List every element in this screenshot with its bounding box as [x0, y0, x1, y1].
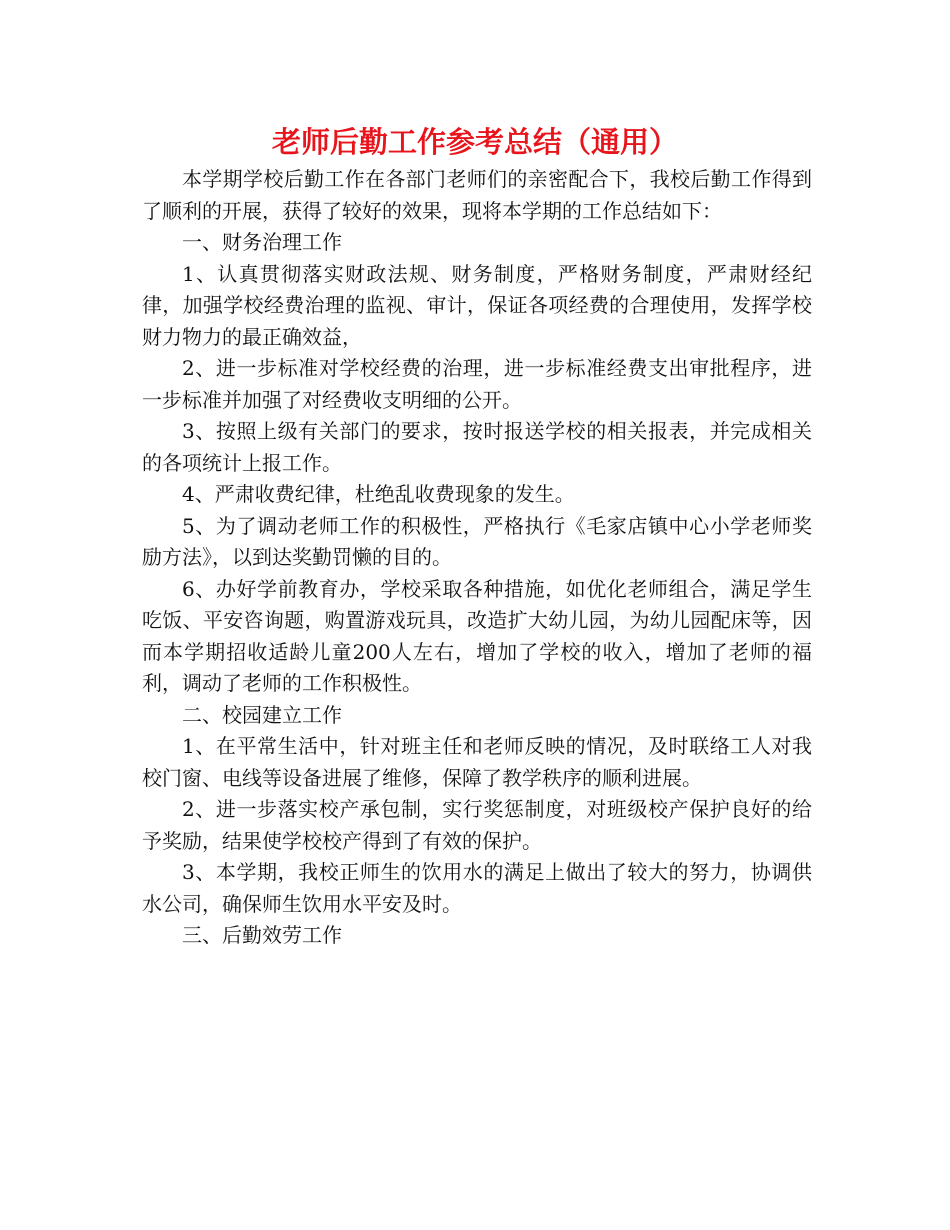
paragraph-finance-2: 2、进一步标准对学校经费的治理，进一步标准经费支出审批程序，进一步标准并加强了对经费收支明细的公开。 [142, 356, 812, 412]
section-heading-service: 三、后勤效劳工作 [182, 923, 342, 947]
paragraph-finance-1: 1、认真贯彻落实财政法规、财务制度，严格财务制度，严肃财经纪律，加强学校经费治理的监视、审计，保证各项经费的合理使用，发挥学校财力物力的最正确效益， [142, 261, 812, 349]
paragraph-finance-4: 4、严肃收费纪律，杜绝乱收费现象的发生。 [182, 482, 575, 506]
paragraph-campus-2: 2、进一步落实校产承包制，实行奖惩制度，对班级校产保护良好的给予奖励，结果使学校校产得到了有效的保护。 [142, 797, 812, 853]
paragraph-finance-5: 5、为了调动老师工作的积极性，严格执行《毛家店镇中心小学老师奖励方法》，以到达奖勤罚懒的目的。 [142, 513, 812, 569]
document-title: 老师后勤工作参考总结（通用） [271, 125, 678, 159]
paragraph-finance-6: 6、办好学前教育办，学校采取各种措施，如优化老师组合，满足学生吃饭、平安咨询题，购置游戏玩具，改造扩大幼儿园，为幼儿园配床等，因而本学期招收适龄儿童200人左右，增加了学校的收入，增加了老师的福利，调动了老师的工作积极性。 [142, 576, 812, 695]
section-heading-campus: 二、校园建立工作 [182, 702, 342, 727]
paragraph-intro: 本学期学校后勤工作在各部门老师们的亲密配合下，我校后勤工作得到了顺利的开展，获得了较好的效果，现将本学期的工作总结如下： [142, 167, 812, 223]
section-heading-finance: 一、财务治理工作 [182, 230, 342, 254]
document-body [142, 164, 812, 952]
paragraph-finance-3: 3、按照上级有关部门的要求，按时报送学校的相关报表，并完成相关的各项统计上报工作。 [142, 419, 812, 475]
paragraph-campus-3: 3、本学期，我校正师生的饮用水的满足上做出了较大的努力，协调供水公司，确保师生饮用水平安及时。 [142, 860, 812, 916]
paragraph-campus-1: 1、在平常生活中，针对班主任和老师反映的情况，及时联络工人对我校门窗、电线等设备进展了维修，保障了教学秩序的顺利进展。 [142, 734, 812, 790]
